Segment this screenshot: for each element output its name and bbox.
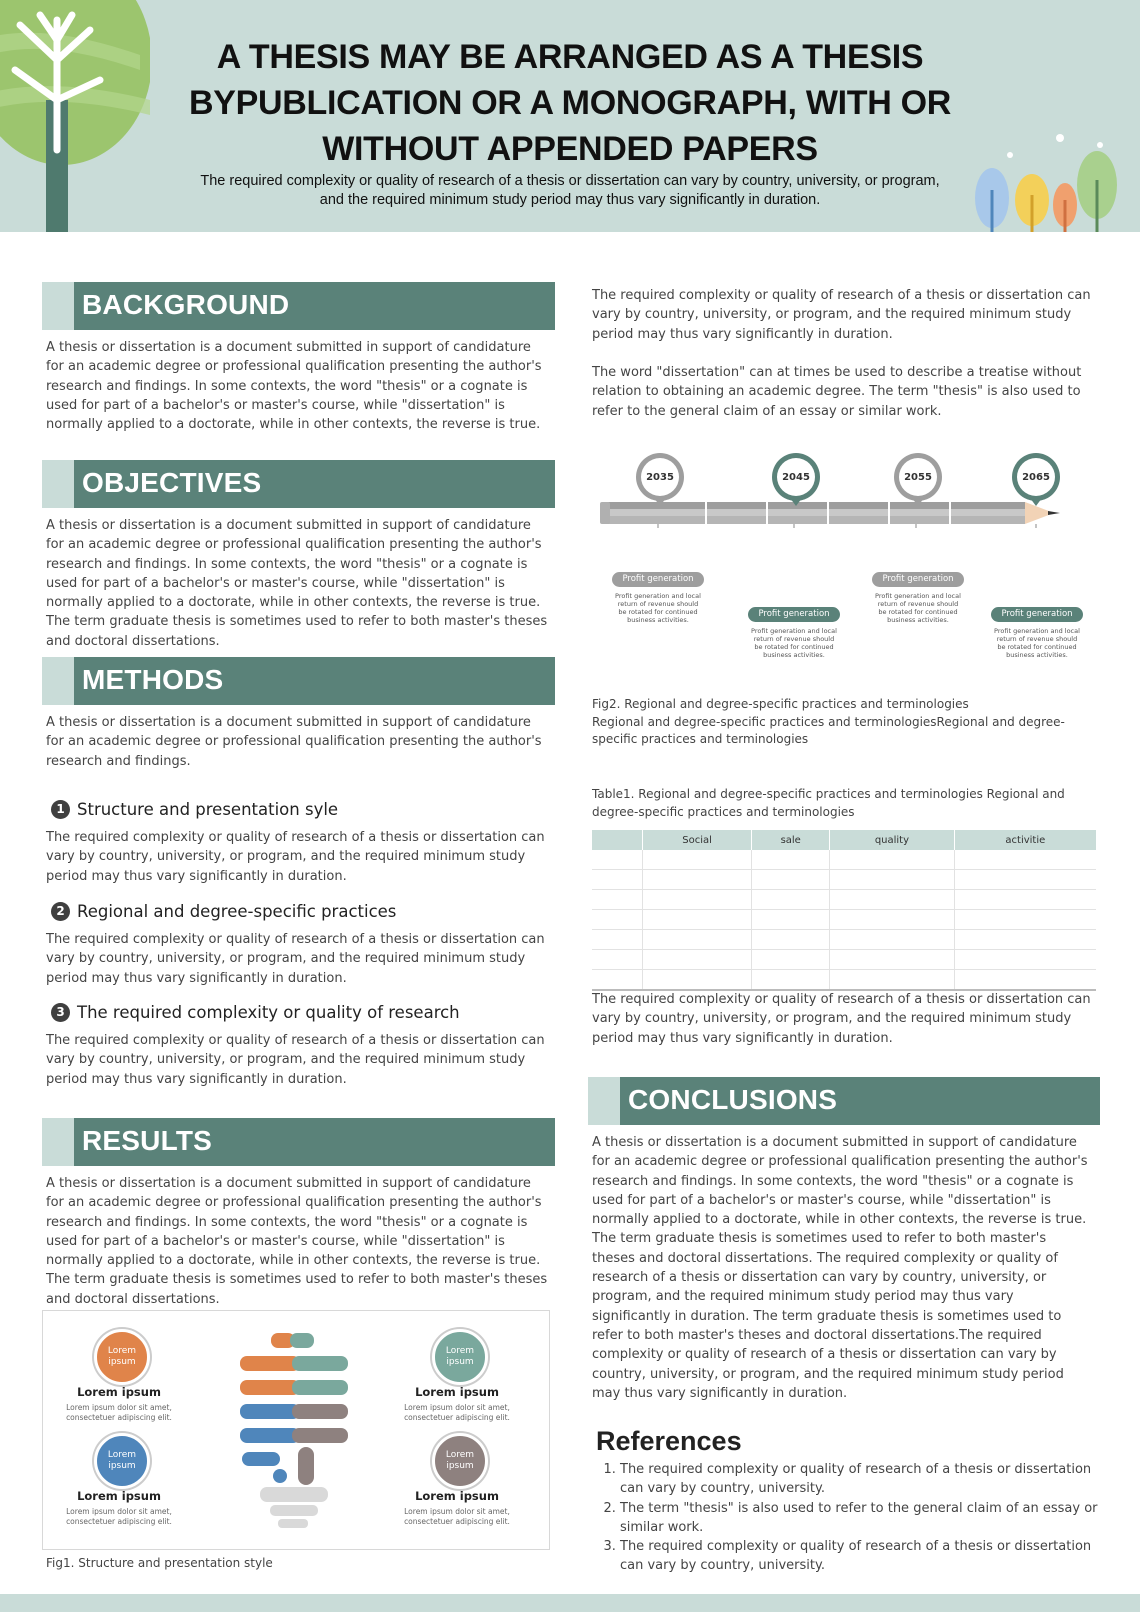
fig1-item-desc: Lorem ipsum dolor sit amet, consectetuer adipiscing elit. <box>404 1403 510 1422</box>
methods-subheading-label: Regional and degree-specific practices <box>77 902 397 921</box>
methods-heading <box>42 657 555 705</box>
timeline-figure <box>600 450 1090 680</box>
fig1-item-title: Lorem ipsum <box>77 1489 161 1503</box>
lightbulb-infographic <box>238 1329 358 1529</box>
objectives-heading <box>42 460 555 508</box>
table-row <box>592 970 1096 991</box>
figure-2-caption <box>592 696 1092 749</box>
fig1-item-desc: Lorem ipsum dolor sit amet, consectetuer adipiscing elit. <box>66 1403 172 1422</box>
timeline-year-2055: 2055 <box>899 458 937 496</box>
table-header <box>592 830 643 850</box>
reference-item: 2. The term "thesis" is also used to refer to the general claim of an essay or similar work. <box>620 1499 1112 1538</box>
large-tree-illustration <box>0 0 150 232</box>
methods-subheading-3 <box>51 1003 460 1022</box>
table-header: quality <box>830 830 955 850</box>
timeline-year-2045: 2045 <box>777 458 815 496</box>
small-trees-illustration <box>960 120 1140 232</box>
methods-heading-label: METHODS <box>82 664 224 695</box>
references-list <box>596 1460 1112 1576</box>
number-badge: 1 <box>51 800 70 819</box>
background-heading-label: BACKGROUND <box>82 289 290 320</box>
results-text: A thesis or dissertation is a document submitted in support of candidature for an academic degree or professional qualification presenting the author's research and findings. In some contexts, the word "thesis" or a cognate is used for part of a bachelor's or master's course, while "dissertation" is normally applied to a doctorate, while in other contexts, the reverse is true. The term graduate thesis is sometimes used to refer to both master's theses and doctoral dissertations. <box>46 1176 548 1307</box>
results-heading <box>42 1118 555 1166</box>
methods-subheading-label: The required complexity or quality of research <box>77 1003 460 1022</box>
timeline-desc: Profit generation and local return of revenue should be rotated for continued business activities. <box>875 592 961 624</box>
methods-item-text-1: The required complexity or quality of research of a thesis or dissertation can vary by country, university, or program, and the required minimum study period may thus vary significantly in duration. <box>46 830 545 884</box>
lorem-badge-taupe: Lorem ipsum <box>432 1433 488 1489</box>
background-text: A thesis or dissertation is a document submitted in support of candidature for an academic degree or professional qualification presenting the author's research and findings. In some contexts, the word "thesis" or a cognate is used for part of a bachelor's or master's course, while "dissertation" is normally applied to a doctorate, while in other contexts, the reverse is true. <box>46 340 542 433</box>
table-row <box>592 950 1096 970</box>
fig1-item-title: Lorem ipsum <box>415 1489 499 1503</box>
objectives-heading-label: OBJECTIVES <box>82 467 262 498</box>
fig1-item-desc: Lorem ipsum dolor sit amet, consectetuer adipiscing elit. <box>66 1507 172 1526</box>
table-row <box>592 850 1096 870</box>
table-1-caption: Table1. Regional and degree-specific practices and terminologies Regional and degree-specific practices and terminologies <box>592 787 1065 819</box>
timeline-desc: Profit generation and local return of revenue should be rotated for continued business activities. <box>751 627 837 659</box>
fig1-item-title: Lorem ipsum <box>77 1385 161 1399</box>
timeline-label: Profit generation <box>872 572 964 587</box>
figure-2-caption-title: Fig2. Regional and degree-specific practices and terminologies <box>592 697 969 711</box>
intro-text-2: The word "dissertation" can at times be used to describe a treatise without relation to obtaining an academic degree. The term "thesis" is also used to refer to the general claim of an essay or similar work. <box>592 365 1082 419</box>
figure-1-caption: Fig1. Structure and presentation style <box>46 1556 273 1570</box>
table-header: activitie <box>954 830 1096 850</box>
table-followup-text: The required complexity or quality of research of a thesis or dissertation can vary by country, university, or program, and the required minimum study period may thus vary significantly in duration. <box>592 992 1091 1046</box>
table-header: sale <box>752 830 830 850</box>
figure-2-caption-text: Regional and degree-specific practices and terminologiesRegional and degree-specific practices and terminologies <box>592 714 1065 746</box>
results-heading-label: RESULTS <box>82 1125 212 1156</box>
figure-1 <box>42 1310 550 1550</box>
objectives-text: A thesis or dissertation is a document submitted in support of candidature for an academic degree or professional qualification presenting the author's research and findings. In some contexts, the word "thesis" or a cognate is used for part of a bachelor's or master's course, while "dissertation" is normally applied to a doctorate, while in other contexts, the reverse is true. The term graduate thesis is sometimes used to refer to both master's theses and doctoral dissertations. <box>46 518 548 649</box>
references-title: References <box>596 1426 742 1456</box>
lorem-badge-orange: Lorem ipsum <box>94 1329 150 1385</box>
methods-subheading-label: Structure and presentation syle <box>77 800 339 819</box>
background-heading <box>42 282 555 330</box>
poster-subtitle: The required complexity or quality of research of a thesis or dissertation can vary by country, university, or program, and the required minimum study period may thus vary significantly in duration. <box>200 173 940 208</box>
footer-bar <box>0 1594 1140 1612</box>
table-header: Social <box>643 830 752 850</box>
number-badge: 3 <box>51 1003 70 1022</box>
reference-item: 1. The required complexity or quality of research of a thesis or dissertation can vary by country, university. <box>620 1460 1112 1499</box>
conclusions-heading <box>588 1077 1100 1125</box>
table-1 <box>592 830 1096 991</box>
timeline-desc: Profit generation and local return of revenue should be rotated for continued business activities. <box>615 592 701 624</box>
timeline-label: Profit generation <box>748 607 840 622</box>
table-row <box>592 930 1096 950</box>
table-row <box>592 890 1096 910</box>
lorem-badge-blue: Lorem ipsum <box>94 1433 150 1489</box>
timeline-year-2035: 2035 <box>641 458 679 496</box>
methods-subheading-2 <box>51 902 396 921</box>
reference-item: 3. The required complexity or quality of research of a thesis or dissertation can vary by country, university. <box>620 1537 1112 1576</box>
poster-title: A THESIS MAY BE ARRANGED AS A THESIS BYPUBLICATION OR A MONOGRAPH, WITH OR WITHOUT APPENDED PAPERS <box>188 38 952 168</box>
fig1-item-desc: Lorem ipsum dolor sit amet, consectetuer adipiscing elit. <box>404 1507 510 1526</box>
lorem-badge-green: Lorem ipsum <box>432 1329 488 1385</box>
methods-text: A thesis or dissertation is a document submitted in support of candidature for an academic degree or professional qualification presenting the author's research and findings. <box>46 715 542 769</box>
table-row <box>592 910 1096 930</box>
fig1-item-title: Lorem ipsum <box>415 1385 499 1399</box>
table-row <box>592 870 1096 890</box>
methods-item-text-2: The required complexity or quality of research of a thesis or dissertation can vary by country, university, or program, and the required minimum study period may thus vary significantly in duration. <box>46 932 545 986</box>
methods-item-text-3: The required complexity or quality of research of a thesis or dissertation can vary by country, university, or program, and the required minimum study period may thus vary significantly in duration. <box>46 1033 545 1087</box>
conclusions-text: A thesis or dissertation is a document submitted in support of candidature for an academic degree or professional qualification presenting the author's research and findings. In some contexts, the word "thesis" or a cognate is used for part of a bachelor's or master's course, while "dissertation" is normally applied to a doctorate, while in other contexts, the reverse is true. The term graduate thesis is sometimes used to refer to both master's theses and doctoral dissertations. The required complexity or quality of research of a thesis or dissertation can vary by country, university, or program, and the required minimum study period may thus vary significantly in duration. The term graduate thesis is sometimes used to refer to both master's theses and doctoral dissertations.The required complexity or quality of research of a thesis or dissertation can vary by country, university, or program, and the required minimum study period may thus vary significantly in duration. <box>592 1135 1088 1401</box>
timeline-desc: Profit generation and local return of revenue should be rotated for continued business activities. <box>994 627 1080 659</box>
timeline-label: Profit generation <box>991 607 1083 622</box>
conclusions-heading-label: CONCLUSIONS <box>628 1084 838 1115</box>
intro-text-1: The required complexity or quality of research of a thesis or dissertation can vary by country, university, or program, and the required minimum study period may thus vary significantly in duration. <box>592 288 1091 342</box>
poster-header <box>0 0 1140 232</box>
methods-subheading-1 <box>51 800 338 819</box>
timeline-year-2065: 2065 <box>1017 458 1055 496</box>
number-badge: 2 <box>51 902 70 921</box>
timeline-label: Profit generation <box>612 572 704 587</box>
